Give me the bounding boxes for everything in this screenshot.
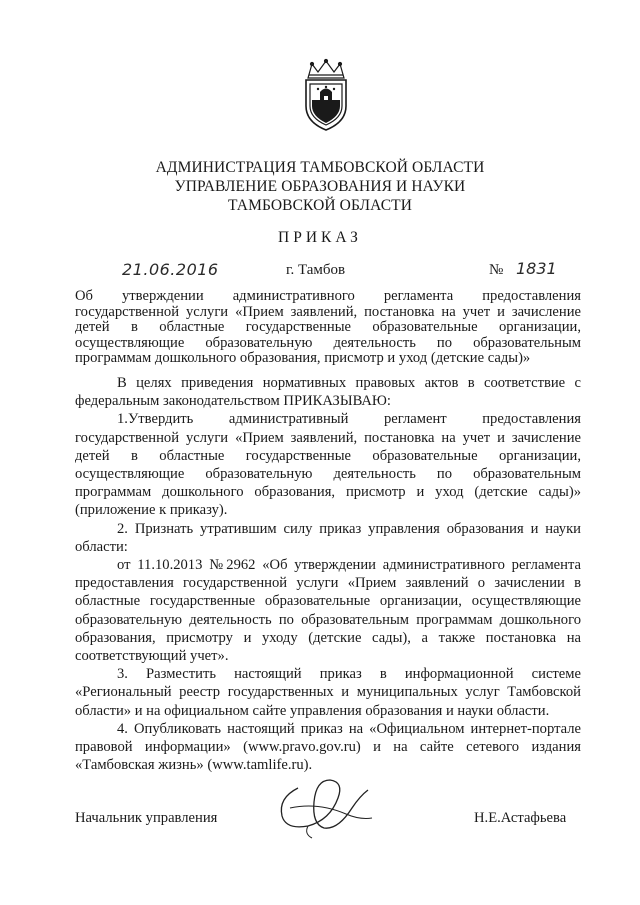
signer-name: Н.Е.Астафьева <box>474 810 567 826</box>
handwritten-signature-icon <box>268 768 378 843</box>
handwritten-date: 21.06.2016 <box>122 260 219 279</box>
city-label: г. Тамбов <box>286 262 346 278</box>
signer-position: Начальник управления <box>75 810 218 826</box>
order-subject: Об утверждении административного регламента предоставления государственной услуги «Прием заявлений, постановка на учет и зачисление детей в областные государственные образовательные организации, осуществляющие образовательную деятельность по образовательным программам дошкольного образования, присмотр и уход (детские сады)» <box>75 288 581 367</box>
organization-name-line1: АДМИНИСТРАЦИЯ ТАМБОВСКОЙ ОБЛАСТИ <box>155 159 485 176</box>
handwritten-order-number: 1831 <box>516 259 557 278</box>
clause-2-reference-paragraph: от 11.10.2013 №2962 «Об утверждении административного регламента предоставления государственной услуги «Прием заявлений о зачислении в областные государственные образовательные организации, осуществляющие образовательную деятельность по образовательным программам дошкольного образования, присмотру и уходу (детские сады), а также постановка на соответствующий учет». <box>75 557 581 665</box>
document-type-title: ПРИКАЗ <box>278 229 362 246</box>
tambov-coat-of-arms-icon <box>296 58 356 132</box>
order-number-label: № <box>489 262 504 278</box>
order-body <box>75 374 581 774</box>
organization-name-line3: ТАМБОВСКОЙ ОБЛАСТИ <box>228 197 412 214</box>
preamble-paragraph: В целях приведения нормативных правовых актов в соответствие с федеральным законодательством ПРИКАЗЫВАЮ: <box>75 375 581 410</box>
clause-4-paragraph: 4. Опубликовать настоящий приказ на «Официальном интернет-портале правовой информации» (www.pravo.gov.ru) и на сайте сетевого издания «Тамбовская жизнь» (www.tamlife.ru). <box>75 720 581 774</box>
clause-2-paragraph: 2. Признать утратившим силу приказ управления образования и науки области: <box>75 520 581 555</box>
clause-1-paragraph: 1.Утвердить административный регламент предоставления государственной услуги «Прием заявлений, постановка на учет и зачисление детей в областные государственные образовательные организации, осуществляющие образовательную деятельность по образовательным программам дошкольного образования, присмотр и уход (детские сады)» (приложение к приказу). <box>75 411 581 519</box>
clause-3-paragraph: 3. Разместить настоящий приказ в информационной системе «Региональный реестр государственных и муниципальных услуг Тамбовской области» и на официальном сайте управления образования и науки области. <box>75 666 581 719</box>
organization-name-line2: УПРАВЛЕНИЕ ОБРАЗОВАНИЯ И НАУКИ <box>174 178 466 195</box>
